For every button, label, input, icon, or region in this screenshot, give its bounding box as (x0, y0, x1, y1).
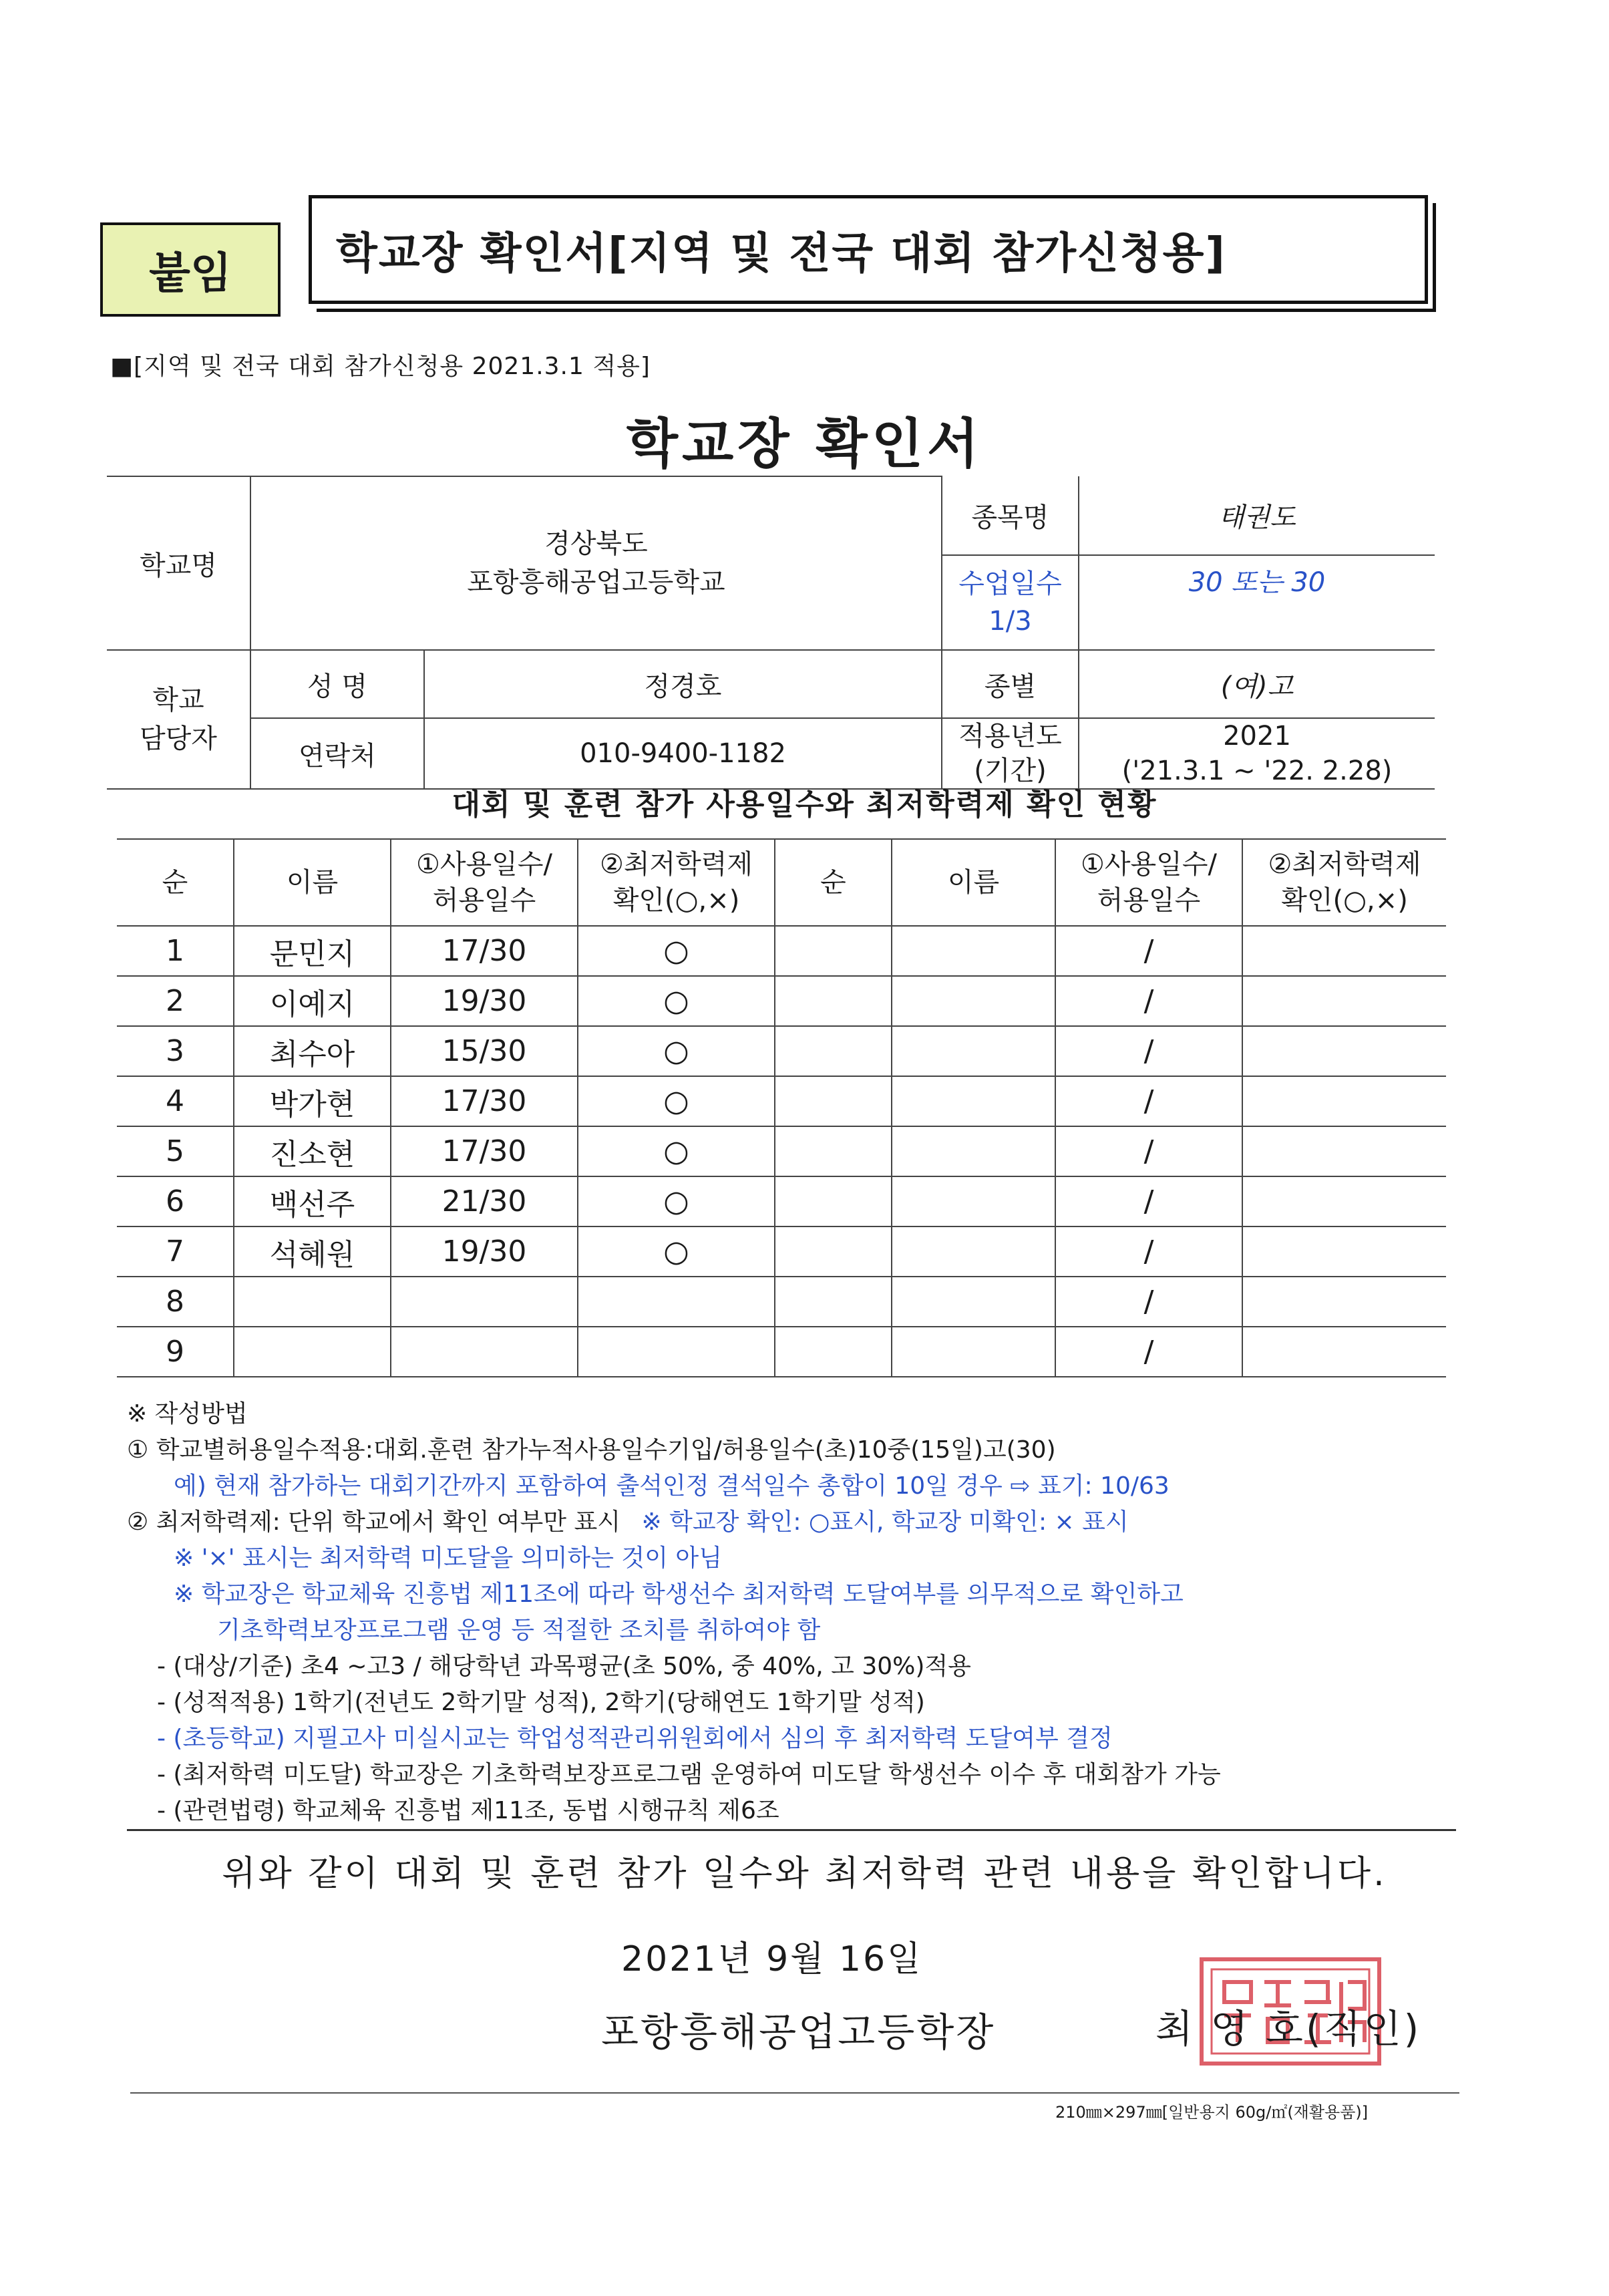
row-no: 9 (117, 1327, 234, 1377)
row-name: 진소현 (234, 1126, 391, 1176)
header-check-right-line2: 확인(○,×) (1281, 885, 1408, 916)
row-no-right (775, 926, 892, 976)
note-bullet4: - (최저학력 미도달) 학교장은 기초학력보장프로그램 운영하여 미도달 학생선수 이수 후 대회참가 가능 (157, 1761, 1221, 1788)
row-days (391, 1327, 578, 1377)
header-check-line2: 확인(○,×) (612, 885, 740, 916)
row-check: ○ (578, 1226, 775, 1277)
note-bullet3: - (초등학교) 지필고사 미실시교는 학업성적관리위원회에서 심의 후 최저학력 도달여부 결정 (157, 1725, 1113, 1752)
year-value-line1: 2021 (1223, 721, 1291, 752)
year-label (942, 718, 1079, 789)
manager-label-line2: 담당자 (140, 723, 217, 754)
roster-header-row (117, 839, 1446, 926)
confirmation-statement: 위와 같이 대회 및 훈련 참가 일수와 최저학력 관련 내용을 확인합니다. (222, 1854, 1387, 1894)
row-days-right: / (1055, 1277, 1242, 1327)
row-name (234, 1327, 391, 1377)
row-days-right: / (1055, 1126, 1242, 1176)
row-name-right (892, 1026, 1055, 1076)
school-name (250, 476, 942, 650)
row-name: 박가현 (234, 1076, 391, 1126)
row-check-right (1242, 1126, 1446, 1176)
note-item2-mark: ※ 학교장 확인: ○표시, 학교장 미확인: × 표시 (641, 1508, 1129, 1536)
note-item2-text: ② 최저학력제: 단위 학교에서 확인 여부만 표시 (127, 1508, 621, 1536)
paper-spec: 210㎜×297㎜[일반용지 60g/㎡(재활용품)] (1055, 2103, 1369, 2122)
school-info-table (107, 476, 1435, 790)
table-row (117, 1076, 1446, 1126)
attachment-badge: 붙임 (100, 222, 281, 317)
school-name-line2: 포항흥해공업고등학교 (467, 567, 725, 598)
row-name-right (892, 1076, 1055, 1126)
row-no-right (775, 1226, 892, 1277)
header-check (578, 839, 775, 926)
row-name-right (892, 1327, 1055, 1377)
header-days-line2: 허용일수 (432, 885, 536, 916)
row-name-right (892, 1277, 1055, 1327)
row-check: ○ (578, 1026, 775, 1076)
table-row (117, 1026, 1446, 1076)
gender-value: (여)고 (1079, 650, 1435, 718)
row-days: 17/30 (391, 1076, 578, 1126)
row-name-right (892, 1176, 1055, 1226)
row-check: ○ (578, 926, 775, 976)
row-days (391, 1277, 578, 1327)
row-name-right (892, 976, 1055, 1026)
row-check-right (1242, 1327, 1446, 1377)
year-value (1079, 718, 1435, 789)
row-check-right (1242, 1026, 1446, 1076)
table-row (117, 926, 1446, 976)
table-row (117, 1176, 1446, 1226)
school-days-label-line1: 수업일수 (958, 568, 1062, 599)
header-days-right-line1: ①사용일수/ (1081, 849, 1217, 880)
row-no: 2 (117, 976, 234, 1026)
header-name: 이름 (234, 839, 391, 926)
row-check: ○ (578, 1126, 775, 1176)
header-name-right: 이름 (892, 839, 1055, 926)
row-days-right: / (1055, 1176, 1242, 1226)
writing-instructions (127, 1396, 1463, 1829)
row-check (578, 1327, 775, 1377)
note-bullet5: - (관련법령) 학교체육 진흥법 제11조, 동법 시행규칙 제6조 (157, 1797, 779, 1824)
contact-value: 010-9400-1182 (424, 718, 942, 789)
row-days: 19/30 (391, 976, 578, 1026)
row-check: ○ (578, 976, 775, 1026)
gender-label: 종별 (942, 650, 1079, 718)
table-row (117, 1327, 1446, 1377)
name-value: 정경호 (424, 650, 942, 718)
row-no-right (775, 1126, 892, 1176)
roster-table (117, 838, 1446, 1377)
row-check-right (1242, 926, 1446, 976)
row-name: 문민지 (234, 926, 391, 976)
header-check-line1: ②최저학력제 (599, 849, 753, 880)
principal-signature: 최 영 호(직인) (1155, 2006, 1422, 2052)
row-no: 6 (117, 1176, 234, 1226)
school-days-label (942, 555, 1079, 650)
header-no: 순 (117, 839, 234, 926)
school-label: 학교명 (107, 476, 250, 650)
header-check-right-line1: ②최저학력제 (1268, 849, 1421, 880)
school-days-label-line2: 1/3 (989, 606, 1032, 637)
row-check: ○ (578, 1076, 775, 1126)
header-check-right (1242, 839, 1446, 926)
header-days (391, 839, 578, 926)
row-days-right: / (1055, 976, 1242, 1026)
header-days-right (1055, 839, 1242, 926)
row-name: 이예지 (234, 976, 391, 1026)
note-item1: ① 학교별허용일수적용:대회.훈련 참가누적사용일수기입/허용일수(초)10중(15일)고(30) (127, 1436, 1056, 1464)
manager-label-line1: 학교 (152, 685, 204, 715)
banner-title: 학교장 확인서[지역 및 전국 대회 참가신청용] (309, 195, 1428, 304)
note-item1-example: 예) 현재 참가하는 대회기간까지 포함하여 출석인정 결석일수 총합이 10일 경우 ⇨ 표기: 10/63 (174, 1472, 1170, 1500)
event-label: 종목명 (942, 476, 1079, 555)
row-days-right: / (1055, 1026, 1242, 1076)
row-no: 1 (117, 926, 234, 976)
table-row (117, 976, 1446, 1026)
row-no: 3 (117, 1026, 234, 1076)
row-days: 21/30 (391, 1176, 578, 1226)
school-name-line1: 경상북도 (544, 528, 648, 559)
form-title: 학교장 확인서 (626, 413, 983, 475)
row-days-right: / (1055, 1226, 1242, 1277)
row-days: 19/30 (391, 1226, 578, 1277)
year-label-line1: 적용년도 (958, 721, 1062, 752)
row-no: 4 (117, 1076, 234, 1126)
principal-title: 포항흥해공업고등학장 (601, 2009, 996, 2055)
row-check-right (1242, 976, 1446, 1026)
manager-label (107, 650, 250, 789)
footer-divider (130, 2092, 1459, 2094)
row-check-right (1242, 1277, 1446, 1327)
row-no-right (775, 1026, 892, 1076)
table-row (117, 1226, 1446, 1277)
row-no: 8 (117, 1277, 234, 1327)
row-name: 최수아 (234, 1026, 391, 1076)
header-days-right-line2: 허용일수 (1097, 885, 1201, 916)
row-no-right (775, 1076, 892, 1126)
row-name-right (892, 926, 1055, 976)
row-check-right (1242, 1176, 1446, 1226)
row-no-right (775, 1327, 892, 1377)
row-days-right: / (1055, 1076, 1242, 1126)
row-days: 17/30 (391, 926, 578, 976)
year-value-line2: ('21.3.1 ~ '22. 2.28) (1121, 756, 1393, 786)
row-no-right (775, 976, 892, 1026)
row-check (578, 1277, 775, 1327)
divider (127, 1829, 1456, 1831)
row-no-right (775, 1176, 892, 1226)
note-duty-line2: 기초학력보장프로그램 운영 등 적절한 조치를 취하여야 함 (217, 1617, 821, 1644)
row-check: ○ (578, 1176, 775, 1226)
row-name-right (892, 1126, 1055, 1176)
row-days: 15/30 (391, 1026, 578, 1076)
header-days-line1: ①사용일수/ (416, 849, 552, 880)
row-check-right (1242, 1076, 1446, 1126)
row-days-right: / (1055, 926, 1242, 976)
note-bullet2: - (성적적용) 1학기(전년도 2학기말 성적), 2학기(당해연도 1학기말 성적) (157, 1689, 925, 1716)
table-row (117, 1277, 1446, 1327)
row-no: 5 (117, 1126, 234, 1176)
row-no-right (775, 1277, 892, 1327)
event-value: 태권도 (1079, 476, 1435, 555)
section-title: 대회 및 훈련 참가 사용일수와 최저학력제 확인 현황 (452, 788, 1157, 822)
row-days: 17/30 (391, 1126, 578, 1176)
row-days-right: / (1055, 1327, 1242, 1377)
row-no: 7 (117, 1226, 234, 1277)
year-label-line2: (기간) (974, 756, 1047, 786)
note-bullet1: - (대상/기준) 초4 ~고3 / 해당학년 과목평균(초 50%, 중 40%, 고 30%)적용 (157, 1653, 971, 1680)
notes-title: ※ 작성방법 (127, 1400, 248, 1428)
name-label: 성 명 (250, 650, 424, 718)
row-name-right (892, 1226, 1055, 1277)
row-name: 백선주 (234, 1176, 391, 1226)
row-check-right (1242, 1226, 1446, 1277)
form-subtitle: ■[지역 및 전국 대회 참가신청용 2021.3.1 적용] (110, 353, 651, 380)
note-item2 (127, 1504, 1463, 1540)
header-no-right: 순 (775, 839, 892, 926)
row-name: 석혜원 (234, 1226, 391, 1277)
note-duty-line1: ※ 학교장은 학교체육 진흥법 제11조에 따라 학생선수 최저학력 도달여부를 의무적으로 확인하고 (174, 1581, 1184, 1608)
school-days-value: 30 또는 30 (1079, 555, 1435, 650)
issue-date: 2021년 9월 16일 (621, 1939, 923, 1979)
contact-label: 연락처 (250, 718, 424, 789)
table-row (117, 1126, 1446, 1176)
row-name (234, 1277, 391, 1327)
note-x-meaning: ※ '×' 표시는 최저학력 미도달을 의미하는 것이 아님 (174, 1544, 722, 1572)
